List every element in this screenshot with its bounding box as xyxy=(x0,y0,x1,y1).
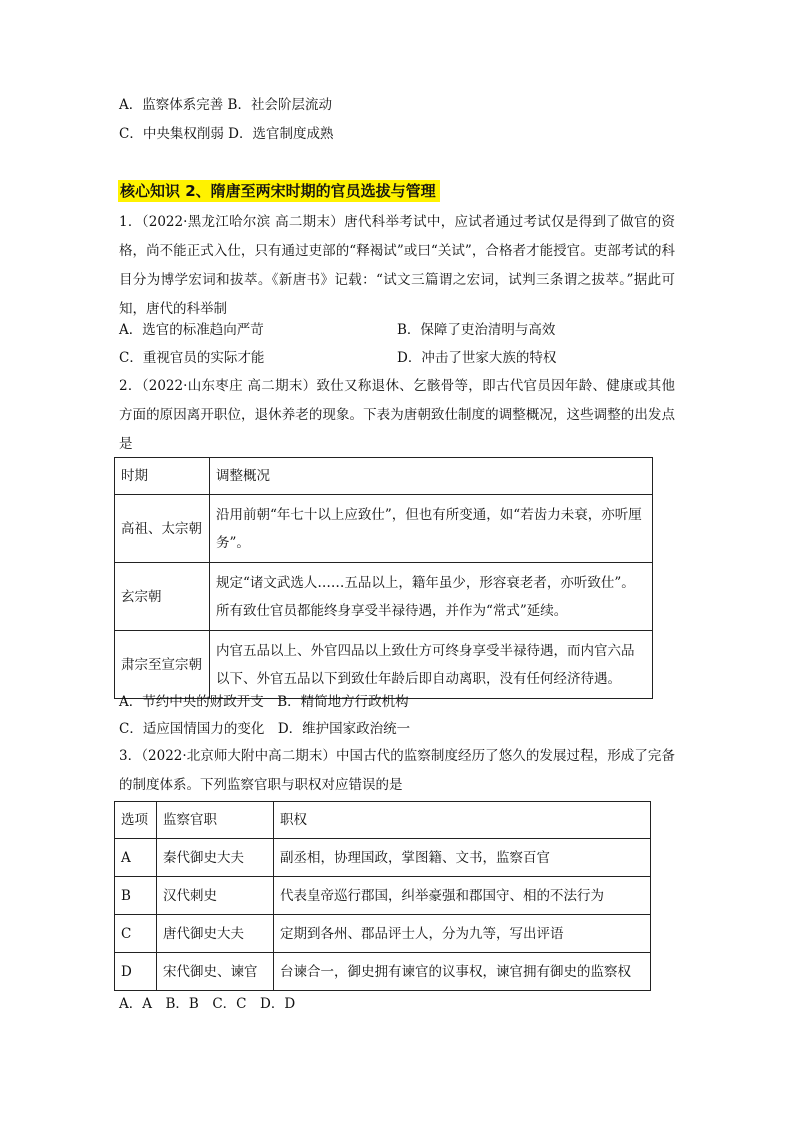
table-row xyxy=(115,953,651,991)
table-row xyxy=(115,631,653,699)
question-3-table xyxy=(114,801,651,991)
table-cell-period: 肃宗至宣宗朝 xyxy=(115,631,210,699)
table-header-row xyxy=(115,802,651,839)
question-3-options: A．A B．B C．C D．D xyxy=(119,996,296,1012)
table-row xyxy=(115,563,653,631)
question-3-text: 3．（2022·北京师大附中高二期末）中国古代的监察制度经历了悠久的发展过程，形成了完备的制度体系。下列监察官职与职权对应错误的是 xyxy=(119,748,675,793)
question-2-options-line2: C．适应国情国力的变化 D．维护国家政治统一 xyxy=(119,721,411,737)
table-cell-summary: 内官五品以上、外官四品以上致仕方可终身享受半禄待遇，而内官六品以下、外官五品以下到致仕年龄后即自动离职，没有任何经济待遇。 xyxy=(210,631,653,699)
table-cell-office: 秦代御史大夫 xyxy=(157,839,274,877)
table-cell-power: 代表皇帝巡行郡国，纠举豪强和郡国守、相的不法行为 xyxy=(274,877,651,915)
table-cell-office: 宋代御史、谏官 xyxy=(157,953,274,991)
table-header-cell: 选项 xyxy=(115,802,157,839)
table-cell-summary: 规定“诸文武选人……五品以上，籍年虽少，形容衰老者，亦听致仕”。所有致仕官员都能终身享受半禄待遇，并作为“常式”延续。 xyxy=(210,563,653,631)
table-header-cell: 监察官职 xyxy=(157,802,274,839)
table-cell-office: 唐代御史大夫 xyxy=(157,915,274,953)
table-cell-option: A xyxy=(115,839,157,877)
question-1-text: 1．（2022·黑龙江哈尔滨 高二期末）唐代科举考试中，应试者通过考试仅是得到了做官的资格，尚不能正式入仕，只有通过吏部的“释褐试”或曰“关试”，合格者才能授官。吏部考试的科目分为博学宏词和拔萃。《新唐书》记载：“试文三篇谓之宏词，试判三条谓之拔萃。”据此可知，唐代的科举制 xyxy=(119,214,675,317)
prev-question-options-line1: A．监察体系完善 B．社会阶层流动 xyxy=(119,97,332,113)
section-heading: 核心知识 2、隋唐至两宋时期的官员选拔与管理 xyxy=(118,180,440,202)
table-row xyxy=(115,877,651,915)
table-cell-option: D xyxy=(115,953,157,991)
table-cell-summary: 沿用前朝“年七十以上应致仕”，但也有所变通，如“若齿力未衰，亦听厘务”。 xyxy=(210,495,653,563)
question-1-option-b: B．保障了吏治清明与高效 xyxy=(397,322,556,338)
table-cell-office: 汉代刺史 xyxy=(157,877,274,915)
table-row xyxy=(115,915,651,953)
table-cell-option: B xyxy=(115,877,157,915)
table-cell-period: 玄宗朝 xyxy=(115,563,210,631)
prev-question-options-line2: C．中央集权削弱 D．选官制度成熟 xyxy=(119,126,334,142)
table-header-cell: 时期 xyxy=(115,458,210,495)
question-2-options-line1: A．节约中央的财政开支 B．精简地方行政机构 xyxy=(119,694,409,710)
question-2-table xyxy=(114,457,653,699)
table-cell-period: 高祖、太宗朝 xyxy=(115,495,210,563)
question-2-text: 2．（2022·山东枣庄 高二期末）致仕又称退休、乞骸骨等，即古代官员因年龄、健康或其他方面的原因离开职位，退休养老的现象。下表为唐朝致仕制度的调整概况，这些调整的出发点是 xyxy=(119,378,675,452)
table-cell-power: 定期到各州、郡品评士人，分为九等，写出评语 xyxy=(274,915,651,953)
table-row xyxy=(115,495,653,563)
table-cell-power: 台谏合一，御史拥有谏官的议事权，谏官拥有御史的监察权 xyxy=(274,953,651,991)
question-1-option-c: C．重视官员的实际才能 xyxy=(119,350,265,366)
table-header-cell: 调整概况 xyxy=(210,458,653,495)
question-1-option-d: D．冲击了世家大族的特权 xyxy=(397,350,557,366)
table-header-cell: 职权 xyxy=(274,802,651,839)
question-1-option-a: A．选官的标准趋向严苛 xyxy=(119,322,264,338)
table-row xyxy=(115,839,651,877)
table-cell-option: C xyxy=(115,915,157,953)
table-header-row xyxy=(115,458,653,495)
table-cell-power: 副丞相，协理国政，掌图籍、文书，监察百官 xyxy=(274,839,651,877)
